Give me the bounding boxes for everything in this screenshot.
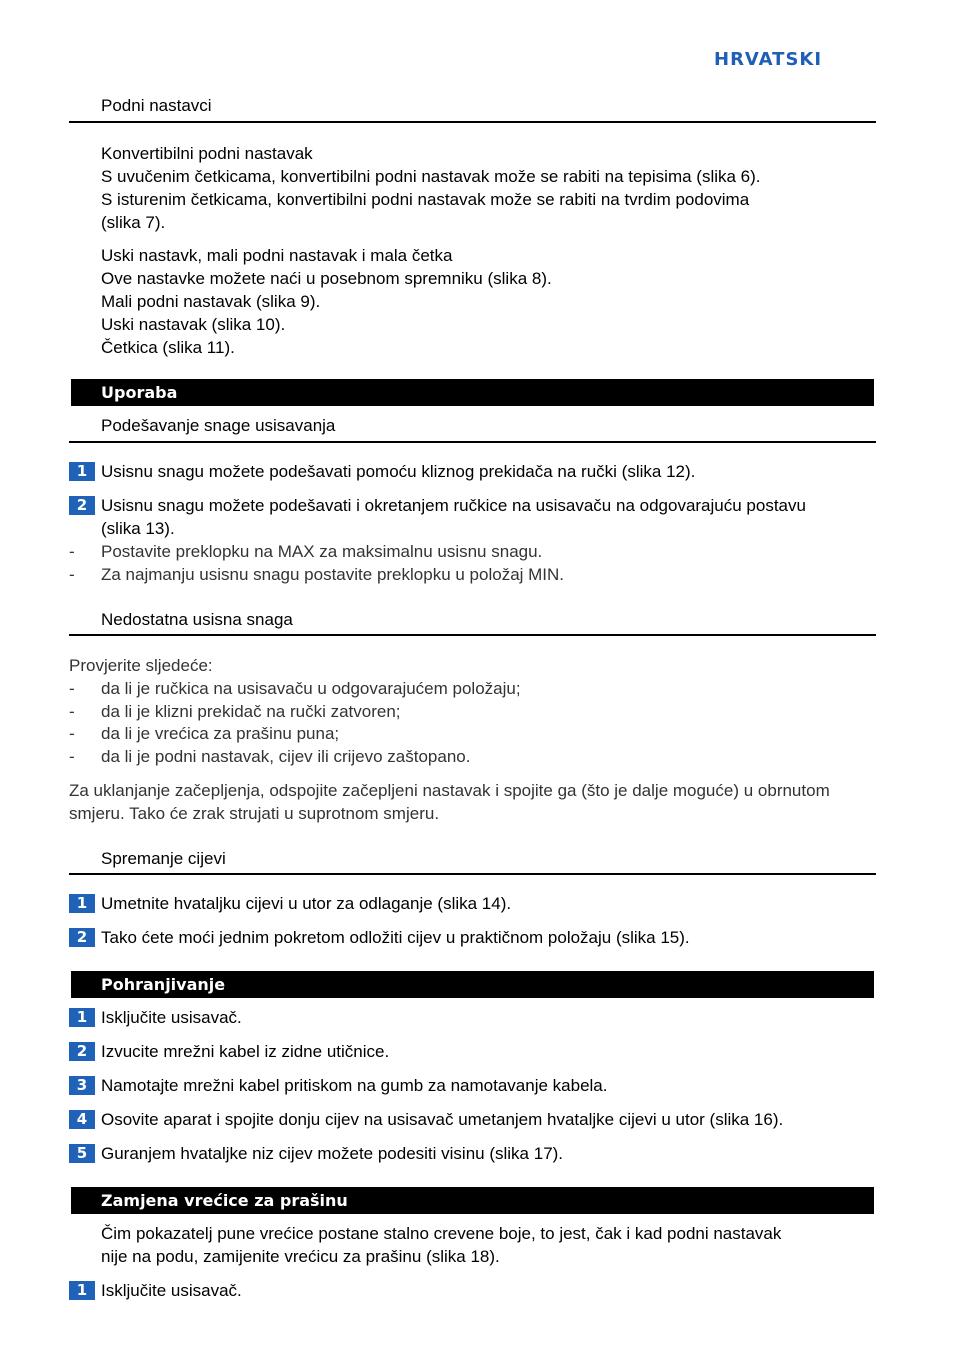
text-line: (slika 7). <box>101 213 166 232</box>
text-line: Mali podni nastavak (slika 9). <box>101 292 321 311</box>
check-intro: Provjerite sljedeće: <box>69 656 213 675</box>
step-number: 2 <box>69 496 95 515</box>
section-heading-weak-suction: Nedostatna usisna snaga <box>101 610 293 629</box>
step-number: 1 <box>69 1281 95 1300</box>
text-line: S uvučenim četkicama, konvertibilni podni nastavak može se rabiti na tepisima (slika 6). <box>101 167 761 186</box>
divider <box>69 873 876 875</box>
bullet-dash: - <box>69 724 75 743</box>
step-text: Tako ćete moći jednim pokretom odložiti cijev u praktičnom položaju (slika 15). <box>101 928 690 947</box>
step-text: (slika 13). <box>101 519 175 538</box>
bullet-dash: - <box>69 679 75 698</box>
bag-intro: nije na podu, zamijenite vrećicu za prašinu (slika 18). <box>101 1247 500 1266</box>
step-text: Isključite usisavač. <box>101 1008 242 1027</box>
text-line: Četkica (slika 11). <box>101 338 235 357</box>
unclog-text: smjeru. Tako će zrak strujati u suprotnom smjeru. <box>69 804 440 823</box>
step-text: Guranjem hvataljke niz cijev možete podesiti visinu (slika 17). <box>101 1144 564 1163</box>
section-heading-tube-storage: Spremanje cijevi <box>101 849 226 868</box>
section-heading-floor-attachments: Podni nastavci <box>101 96 212 115</box>
step-number: 3 <box>69 1076 95 1095</box>
bullet-dash: - <box>69 542 75 561</box>
step-text: Izvucite mrežni kabel iz zidne utičnice. <box>101 1042 390 1061</box>
bag-intro: Čim pokazatelj pune vrećice postane stalno crevene boje, to jest, čak i kad podni nastavak <box>101 1224 782 1243</box>
step-number: 2 <box>69 1042 95 1061</box>
language-label: HRVATSKI <box>714 49 823 70</box>
step-number: 1 <box>69 462 95 481</box>
bullet-text: Za najmanju usisnu snagu postavite preklopku u položaj MIN. <box>101 565 565 584</box>
text-line: Uski nastavak (slika 10). <box>101 315 286 334</box>
divider <box>69 441 876 443</box>
step-text: Usisnu snagu možete podešavati i okretanjem ručkice na usisavaču na odgovarajuću postavu <box>101 496 806 515</box>
section-bar-bag-replacement: Zamjena vrećice za prašinu <box>71 1187 874 1214</box>
step-number: 5 <box>69 1144 95 1163</box>
convertible-title: Konvertibilni podni nastavak <box>101 144 313 163</box>
step-number: 1 <box>69 894 95 913</box>
step-number: 2 <box>69 928 95 947</box>
bullet-text: Postavite preklopku na MAX za maksimalnu usisnu snagu. <box>101 542 543 561</box>
divider <box>69 121 876 123</box>
check-item: da li je ručkica na usisavaču u odgovarajućem položaju; <box>101 679 521 698</box>
bullet-dash: - <box>69 747 75 766</box>
text-line: Ove nastavke možete naći u posebnom spremniku (slika 8). <box>101 269 552 288</box>
step-number: 4 <box>69 1110 95 1129</box>
step-text: Umetnite hvataljku cijevi u utor za odlaganje (slika 14). <box>101 894 512 913</box>
step-text: Usisnu snagu možete podešavati pomoću kliznog prekidača na ručki (slika 12). <box>101 462 696 481</box>
step-text: Isključite usisavač. <box>101 1281 242 1300</box>
section-heading-suction: Podešavanje snage usisavanja <box>101 416 336 435</box>
check-item: da li je vrećica za prašinu puna; <box>101 724 340 743</box>
step-number: 1 <box>69 1008 95 1027</box>
check-item: da li je klizni prekidač na ručki zatvoren; <box>101 702 401 721</box>
step-text: Osovite aparat i spojite donju cijev na usisavač umetanjem hvataljke cijevi u utor (slika 16). <box>101 1110 784 1129</box>
divider <box>69 634 876 636</box>
section-bar-storage: Pohranjivanje <box>71 971 874 998</box>
bullet-dash: - <box>69 565 75 584</box>
bullet-dash: - <box>69 702 75 721</box>
small-attachments-title: Uski nastavk, mali podni nastavak i mala četka <box>101 246 453 265</box>
section-bar-use: Uporaba <box>71 379 874 406</box>
text-line: S isturenim četkicama, konvertibilni podni nastavak može se rabiti na tvrdim podovima <box>101 190 750 209</box>
step-text: Namotajte mrežni kabel pritiskom na gumb za namotavanje kabela. <box>101 1076 608 1095</box>
unclog-text: Za uklanjanje začepljenja, odspojite začepljeni nastavak i spojite ga (što je dalje moguće) u obrnutom <box>69 781 830 800</box>
check-item: da li je podni nastavak, cijev ili crijevo zaštopano. <box>101 747 471 766</box>
